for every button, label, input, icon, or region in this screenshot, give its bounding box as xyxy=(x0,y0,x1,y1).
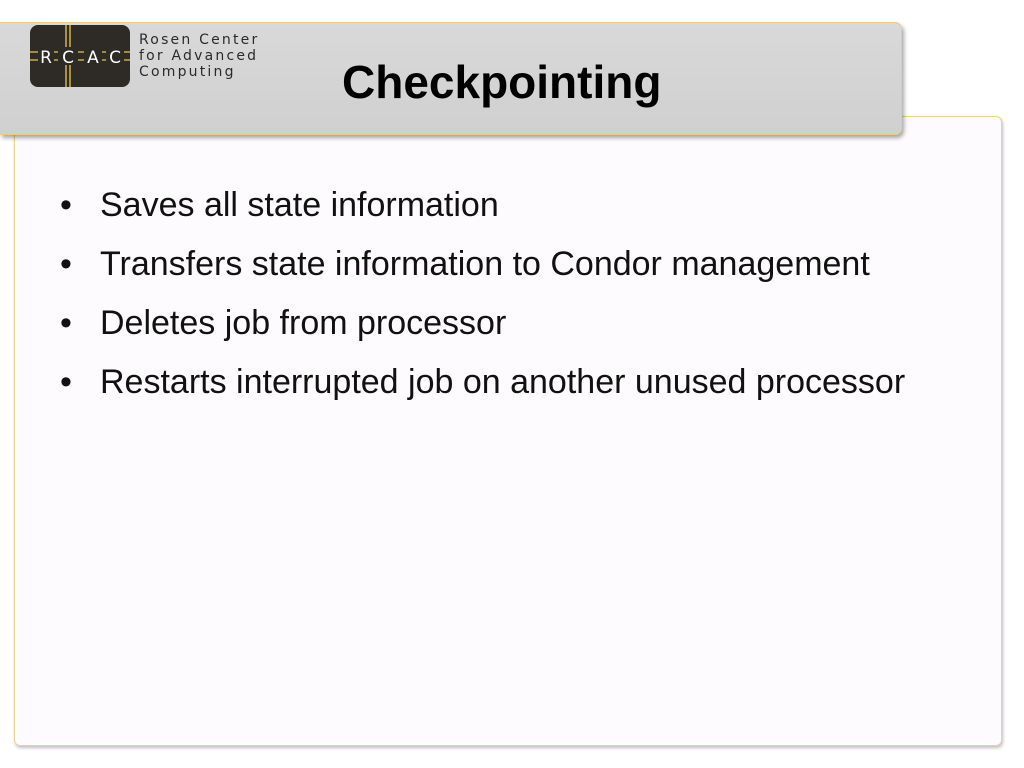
logo-letter-c2: C xyxy=(109,48,121,68)
bullet-item xyxy=(58,245,918,283)
bullet-list xyxy=(58,186,918,422)
rcac-logo-graphic xyxy=(30,25,130,87)
bullet-dot-icon: • xyxy=(60,363,72,401)
bullet-text: Saves all state information xyxy=(100,186,499,224)
slide-title: Checkpointing xyxy=(342,56,662,108)
logo-line-1: Rosen Center xyxy=(139,32,260,48)
bullet-dot-icon: • xyxy=(60,304,72,342)
logo-wordmark xyxy=(139,32,259,80)
bullet-text: Deletes job from processor xyxy=(100,304,507,342)
rcac-logo xyxy=(30,25,259,87)
logo-line-2: for Advanced xyxy=(139,48,259,64)
logo-letter-r: R xyxy=(40,48,52,68)
bullet-item xyxy=(58,304,918,342)
bullet-dot-icon: • xyxy=(60,186,72,224)
rcac-logo-badge xyxy=(30,25,130,87)
logo-letter-a: A xyxy=(87,48,99,68)
bullet-text: Restarts interrupted job on another unused processor xyxy=(100,363,906,401)
bullet-item xyxy=(58,186,918,224)
bullet-text: Transfers state information to Condor management xyxy=(100,245,870,283)
logo-line-3: Computing xyxy=(139,64,236,80)
bullet-dot-icon: • xyxy=(60,245,72,283)
logo-letter-c: C xyxy=(62,48,74,68)
bullet-item xyxy=(58,363,918,401)
